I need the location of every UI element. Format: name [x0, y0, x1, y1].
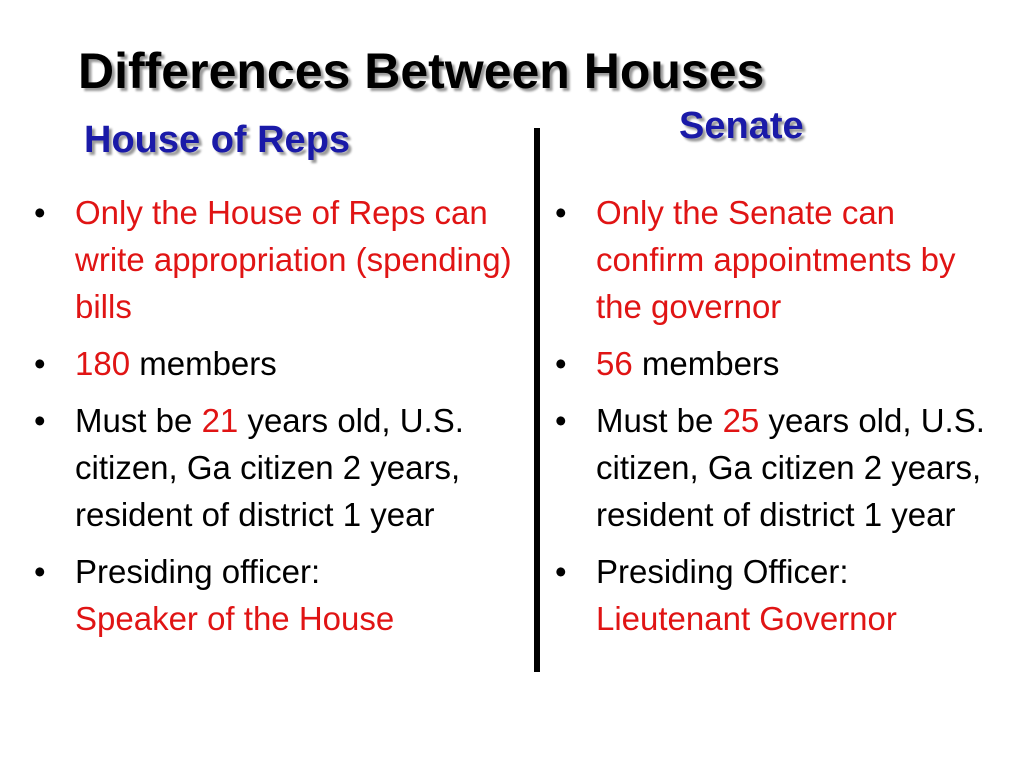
senate-item-members [555, 340, 1010, 387]
bullet-icon: • [34, 194, 46, 231]
senate-bullet-list [555, 189, 1010, 652]
senate-heading: Senate [679, 105, 804, 147]
senate-item-appointments [555, 189, 1010, 330]
house-item-requirements [34, 397, 514, 538]
senate-members-label: members [632, 345, 780, 382]
house-of-reps-heading: House of Reps [84, 119, 351, 161]
house-requirements-prefix: Must be [75, 402, 202, 439]
bullet-icon: • [555, 345, 567, 382]
house-minimum-age: 21 [201, 402, 239, 439]
bullet-icon: • [555, 553, 567, 590]
house-bullet-list [34, 189, 514, 652]
house-members-label: members [130, 345, 277, 382]
house-appropriation-text: Only the House of Reps can write appropriation (spending) bills [75, 194, 512, 325]
house-item-presiding-officer [34, 548, 514, 642]
senate-appointments-text: Only the Senate can confirm appointments by the governor [596, 194, 956, 325]
senate-requirements-prefix: Must be [596, 402, 723, 439]
bullet-icon: • [555, 194, 567, 231]
bullet-icon: • [555, 402, 567, 439]
house-item-appropriation [34, 189, 514, 330]
bullet-icon: • [34, 402, 46, 439]
house-requirements-text: years old, U.S. citizen, Ga citizen 2 years, resident of district 1 year [75, 402, 464, 533]
senate-requirements-text: years old, U.S. citizen, Ga citizen 2 years, resident of district 1 year [596, 402, 985, 533]
house-presiding-officer: Speaker of the House [75, 600, 395, 637]
slide-title: Differences Between Houses [78, 43, 765, 99]
bullet-icon: • [34, 553, 46, 590]
senate-item-requirements [555, 397, 1010, 538]
senate-item-presiding-officer [555, 548, 1010, 642]
senate-presiding-officer: Lieutenant Governor [596, 600, 897, 637]
house-member-count: 180 [75, 345, 131, 382]
column-divider [534, 128, 540, 672]
house-presiding-label: Presiding officer: [75, 553, 321, 590]
house-item-members [34, 340, 514, 387]
senate-member-count: 56 [596, 345, 633, 382]
senate-presiding-label: Presiding Officer: [596, 553, 849, 590]
senate-minimum-age: 25 [722, 402, 760, 439]
bullet-icon: • [34, 345, 46, 382]
